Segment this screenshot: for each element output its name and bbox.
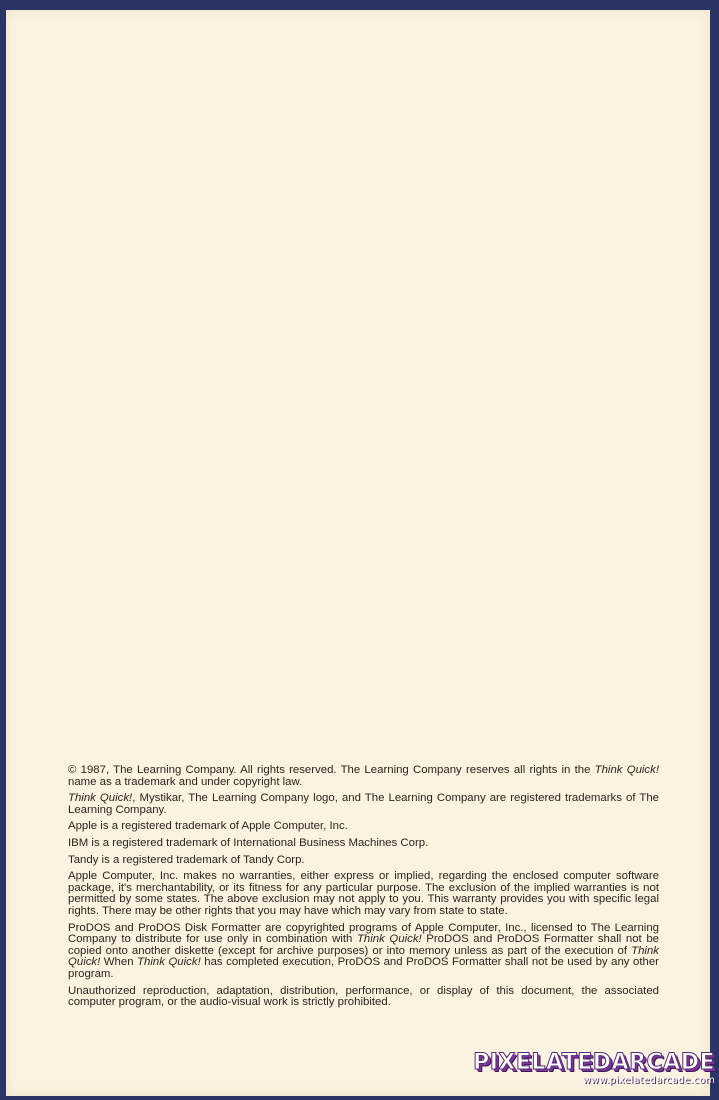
prodos-paragraph <box>68 923 659 981</box>
tandy-trademark-paragraph: Tandy is a registered trademark of Tandy Corp. <box>68 853 305 866</box>
trademarks-paragraph <box>68 793 659 816</box>
prodos-text-a: ProDOS and ProDOS Disk Formatter are copyrighted programs of Apple Computer, Inc., licensed to The Learning Company to distribute for use only in combination with <box>68 921 659 946</box>
warranty-paragraph: Apple Computer, Inc. makes no warranties, either express or implied, regarding the enclosed computer software package, it's merchantability, or its fitness for any particular purpose. The exclusion of the implied warranties is not permitted by some states. The above exclusion may not apply to you. This warranty provides you with specific legal rights. There may be other rights that you may have which may vary from state to state. <box>68 870 659 917</box>
trademarks-title: Think Quick! <box>68 792 133 805</box>
copyright-text-a: 1987, The Learning Company. All rights reserved. The Learning Company reserves all rights in the <box>76 764 595 776</box>
apple-trademark-paragraph: Apple is a registered trademark of Apple Computer, Inc. <box>68 820 348 833</box>
prodos-text-d: has completed execution, ProDOS and ProDOS Formatter shall not be used by any other program. <box>68 956 659 980</box>
ibm-trademark-paragraph: IBM is a registered trademark of International Business Machines Corp. <box>68 836 429 849</box>
trademarks-text: , Mystikar, The Learning Company logo, and The Learning Company are registered trademarks of The Learning Company. <box>68 792 660 816</box>
watermark-url: www.pixelatedarcade.com <box>582 1075 715 1086</box>
prodos-title-2: Think Quick! <box>68 944 659 969</box>
manual-page <box>6 10 710 1096</box>
prodos-title-3: Think Quick! <box>137 956 201 969</box>
watermark-logo: PIXELATEDARCADE <box>473 1050 715 1075</box>
copyright-paragraph <box>68 765 659 788</box>
copyright-symbol: © <box>68 764 77 776</box>
unauthorized-paragraph: Unauthorized reproduction, adaptation, distribution, performance, or display of this document, the associated computer program, or the audio-visual work is strictly prohibited. <box>68 984 659 1009</box>
prodos-title-1: Think Quick! <box>356 933 422 946</box>
copyright-text-b: name as a trademark and under copyright law. <box>68 775 303 788</box>
prodos-text-b: ProDOS and ProDOS Formatter shall not be copied onto another diskette (except for archive purposes) or into memory unless as part of the execution of <box>68 933 659 957</box>
copyright-title: Think Quick! <box>594 764 659 776</box>
prodos-text-c: When <box>100 956 138 969</box>
watermark <box>473 1051 715 1086</box>
legal-notice <box>68 765 659 1014</box>
